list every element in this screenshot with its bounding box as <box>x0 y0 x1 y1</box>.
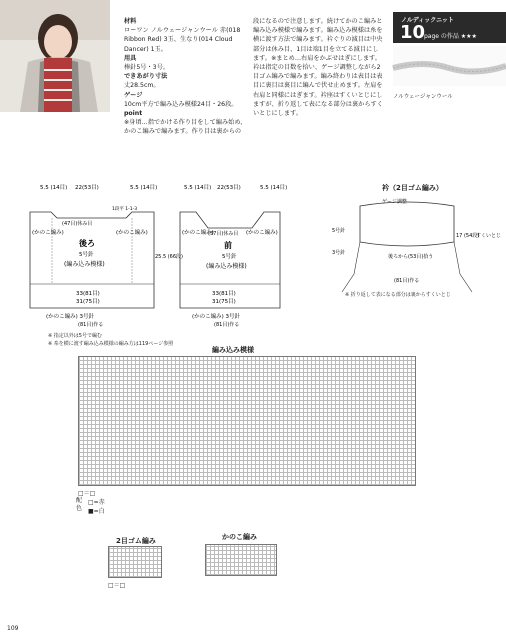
collar-pick-up: 後ろから(53目)拾う <box>388 254 434 260</box>
collar-needle-5: 5号針 <box>332 228 346 234</box>
back-neck-width: 22(53目) <box>75 185 99 191</box>
back-neck-rest: (47目)休み目 <box>62 221 93 227</box>
front-title: 前 <box>224 241 232 250</box>
gauge-text: 10cm平方で編み込み模様24目・26段。 <box>124 100 238 108</box>
back-side-left: (かのこ編み) <box>32 230 64 236</box>
collar-seam: すくいとじ <box>476 233 502 239</box>
back-bottom-note: (かのこ編み) 3号針 <box>46 314 95 320</box>
yarn-label: ノルウェージャンウール <box>393 94 453 100</box>
colorwork-chart-title: 編み込み模様 <box>212 346 254 354</box>
back-title: 後ろ <box>79 239 95 248</box>
size-text: 丈28.5cm。 <box>124 82 160 90</box>
collar-diagram <box>332 192 502 302</box>
front-width-1: 33(81目) <box>212 291 236 297</box>
collar-gauge: ゲージ調整 <box>382 199 407 205</box>
back-side-right: (かのこ編み) <box>116 230 148 236</box>
note-needle: ※ 指定以外は5号で編む <box>48 333 102 339</box>
front-shoulder-left: 5.5 (14目) <box>184 185 212 191</box>
front-pattern: (編み込み模様) <box>206 263 247 270</box>
rib-chart-title: 2目ゴム編み <box>116 537 156 545</box>
size-heading: できあがり寸法 <box>124 73 168 81</box>
back-diagram <box>12 178 183 328</box>
back-width-1: 33(81目) <box>76 291 100 297</box>
collar-cast-on: (81目)作る <box>394 278 420 284</box>
back-width-2: 31(75目) <box>76 299 100 305</box>
gauge-heading: ゲージ <box>124 91 143 99</box>
material-text: ローワン ノルウェージャンウール 赤(018 Ribbon Red) 3玉、生なり(014 Cloud Dancer) 1玉。 <box>124 27 241 53</box>
tools-heading: 用具 <box>124 54 137 62</box>
front-shoulder-right: 5.5 (14目) <box>260 185 288 191</box>
front-side-left: (かのこ編み) <box>182 230 214 236</box>
color-legend-heading: 配色 <box>76 497 83 512</box>
material-heading: 材料 <box>124 18 137 25</box>
series-title: ノルディックニット <box>401 17 454 24</box>
page-number: 109 <box>7 625 19 632</box>
back-decrease-note: 1段平 1-1-3 <box>112 207 138 212</box>
back-needle: 5号針 <box>79 252 94 258</box>
front-bottom-note: (かのこ編み) 3号針 <box>192 314 241 320</box>
yarn-swatch <box>393 46 506 86</box>
rib-chart <box>108 546 162 578</box>
project-number: 10 <box>400 22 426 43</box>
page-reference: page の作品 ★★★ <box>424 33 477 40</box>
seed-stitch-chart <box>205 544 277 576</box>
note-reference: ※ 糸を横に渡す編み込み模様の編み方は119ページ参照 <box>48 341 174 347</box>
back-shoulder-left: 5.5 (14目) <box>40 185 68 191</box>
front-side-right: (かのこ編み) <box>246 230 278 236</box>
colorwork-chart <box>78 356 416 486</box>
instructions-text: 段になるので注意します。続けてかのこ編みと編み込み模様で編みます。編み込み模様は糸を横に渡す方法で編みます。衿ぐりの減目は中央部分は休み目、1目は端1目を立てる減目にします。※まとめ…右肩をかぶせはぎにします。衿は指定の目数を拾い、ゲージ調整しながら2目ゴム編みで編みます。編み終わりは表目は表目に裏目は裏目に編んで伏せ止めます。左肩を右肩と同様にはぎます。衿座はすくいとじにしますが、折り返して表になる部分は裏からすくいとじにします。 <box>253 18 383 118</box>
model-photo <box>0 0 110 112</box>
tools-text: 棒針5号・3号。 <box>124 64 169 72</box>
project-badge <box>393 12 506 43</box>
front-cast-on: (81目)作る <box>214 322 240 328</box>
front-diagram <box>172 178 302 328</box>
seed-stitch-chart-title: かのこ編み <box>222 533 257 541</box>
color-legend-red: □=赤 <box>88 499 105 506</box>
collar-height: 17 (54段) <box>456 233 480 239</box>
collar-title: 衿（2目ゴム編み） <box>382 184 443 192</box>
back-pattern: (編み込み模様) <box>64 261 105 268</box>
chart-legend-symbol: □＝□ <box>78 490 96 497</box>
front-width-2: 31(75目) <box>212 299 236 305</box>
front-neck-width: 22(53目) <box>217 185 241 191</box>
back-shoulder-right: 5.5 (14目) <box>130 185 158 191</box>
materials-block <box>124 17 249 137</box>
rib-chart-legend: □＝□ <box>108 582 126 589</box>
collar-note: ※ 折り返して表になる部分は裏からすくいとじ <box>345 292 451 298</box>
point-text: ※身頃…指でかける作り目をして編み始め、かのこ編みで編みます。作り目は裏からの <box>124 119 247 136</box>
back-height: 25.5 (66段) <box>155 254 183 260</box>
back-cast-on: (81目)作る <box>78 322 104 328</box>
front-neck-rest: (37目)休み目 <box>208 231 239 237</box>
color-legend-white: ■=白 <box>88 508 105 515</box>
front-needle: 5号針 <box>222 254 237 260</box>
point-heading: point <box>124 110 143 118</box>
collar-needle-3: 3号針 <box>332 250 346 256</box>
